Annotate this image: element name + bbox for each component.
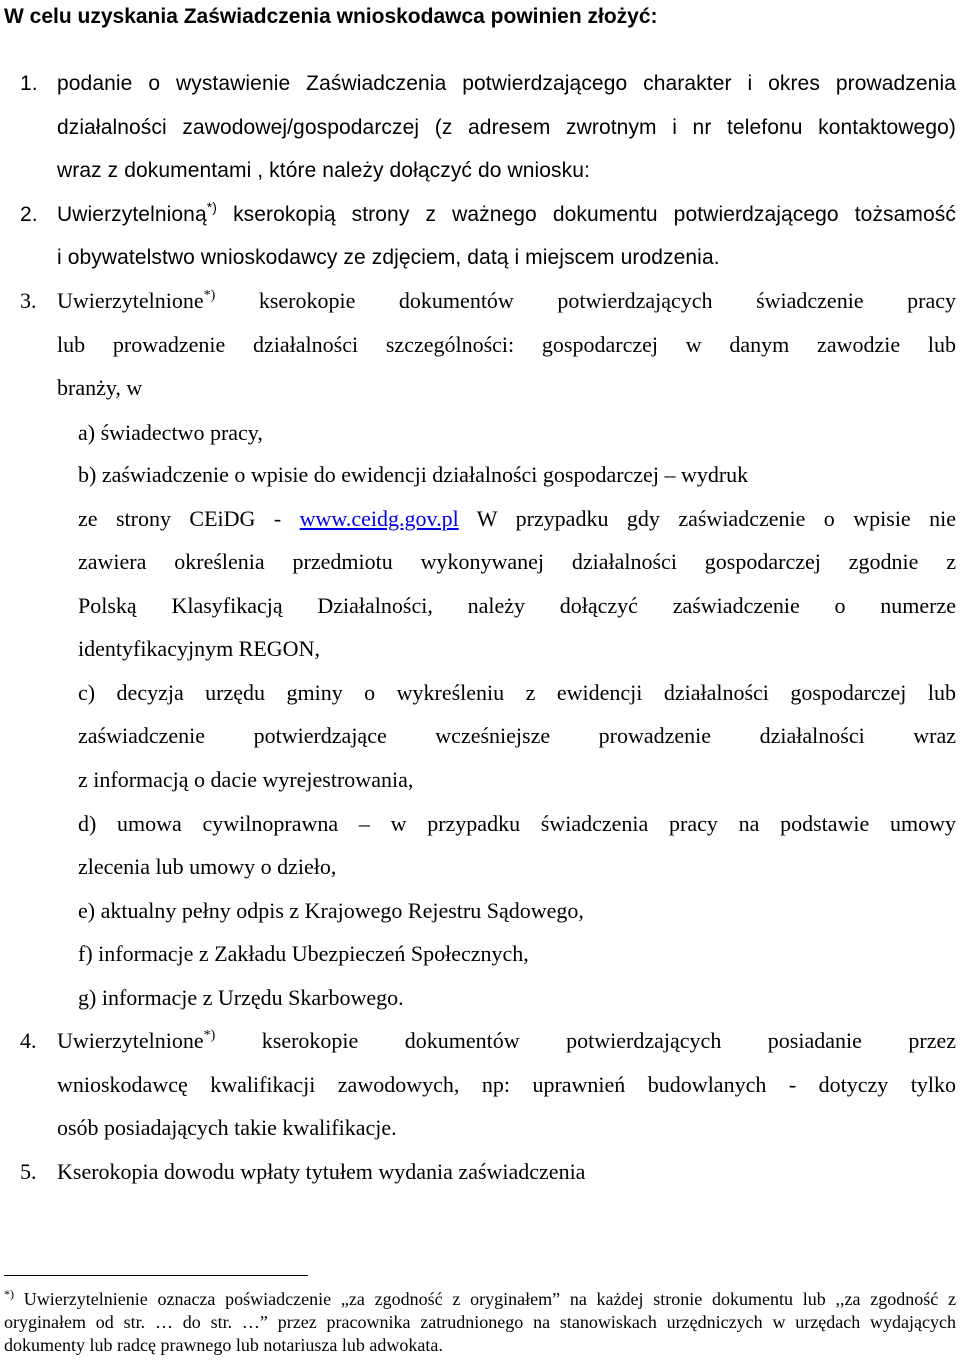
subitem-e: e) aktualny pełny odpis z Krajowego Rejestru Sądowego, xyxy=(78,898,584,923)
subitem-b: b) zaświadczenie o wpisie do ewidencji działalności gospodarczej – wydruk xyxy=(78,462,749,487)
item-text: kserokopią strony z ważnego dokumentu potwierdzającego tożsamość xyxy=(233,203,957,226)
item-text: wraz z dokumentami , które należy dołączyć do wniosku: xyxy=(57,159,590,182)
item-number: 5. xyxy=(20,1159,37,1184)
subitem-text: Polską Klasyfikacją Działalności, należy dołączyć zaświadczenie o numerze xyxy=(78,593,956,618)
page-title: W celu uzyskania Zaświadczenia wnioskodawca powinien złożyć: xyxy=(4,5,658,28)
subitem-text: ze strony CEiDG - xyxy=(78,506,282,531)
item-text: osób posiadających takie kwalifikacje. xyxy=(57,1115,397,1140)
footnote-marker: *) xyxy=(206,199,218,215)
subitem-text: zawiera określenia przedmiotu wykonywanej działalności gospodarczej zgodnie z xyxy=(78,549,956,574)
item-text: wnioskodawcę kwalifikacji zawodowych, np: uprawnień budowlanych - dotyczy tylko xyxy=(57,1072,956,1097)
subitem-text: identyfikacyjnym REGON, xyxy=(78,636,320,661)
item-text: branży, w xyxy=(57,375,143,400)
item-text: Uwierzytelnioną xyxy=(57,203,207,226)
item-number: 2. xyxy=(20,203,38,226)
subitem-d: d) umowa cywilnoprawna – w przypadku świadczenia pracy na podstawie umowy xyxy=(78,811,956,836)
footnote-marker: *) xyxy=(203,288,216,303)
subitem-a: a) świadectwo pracy, xyxy=(78,420,263,445)
item-text: kserokopie dokumentów potwierdzających świadczenie pracy xyxy=(258,288,956,313)
item-number: 4. xyxy=(20,1028,37,1053)
item-text: Uwierzytelnione xyxy=(57,288,204,313)
subitem-text: z informacją o dacie wyrejestrowania, xyxy=(78,767,414,792)
subitem-g: g) informacje z Urzędu Skarbowego. xyxy=(78,985,404,1010)
ceidg-link[interactable]: www.ceidg.gov.pl xyxy=(299,506,459,531)
item-text: lub prowadzenie działalności szczególności: gospodarczej w danym zawodzie lub xyxy=(57,332,956,357)
footnote-marker: *) xyxy=(4,1287,14,1301)
item-number: 3. xyxy=(20,288,37,313)
subitem-c: c) decyzja urzędu gminy o wykreśleniu z ewidencji działalności gospodarczej lub xyxy=(78,680,956,705)
item-text: Kserokopia dowodu wpłaty tytułem wydania zaświadczenia xyxy=(57,1159,586,1184)
item-text: działalności zawodowej/gospodarczej (z adresem zwrotnym i nr telefonu kontaktowego) xyxy=(57,116,956,139)
item-text: Uwierzytelnione xyxy=(57,1028,204,1053)
item-text: i obywatelstwo wnioskodawcy ze zdjęciem, datą i miejscem urodzenia. xyxy=(57,246,720,269)
subitem-f: f) informacje z Zakładu Ubezpieczeń Społecznych, xyxy=(78,941,529,966)
footnote xyxy=(4,1288,956,1357)
footnote-divider xyxy=(4,1275,308,1276)
item-text: podanie o wystawienie Zaświadczenia potwierdzającego charakter i okres prowadzenia xyxy=(57,72,956,95)
footnote-text: Uwierzytelnienie oznacza poświadczenie „za zgodność z oryginałem” na każdej stronie dokumentu lub ,,za zgodność z oryginałem od str. … do str. …” przez pracownika zatrudnionego na stanowiskach urzędniczych w urzędach wydających dokumenty lub radcę prawnego lub notariusza lub adwokata. xyxy=(4,1289,957,1355)
subitem-text: zlecenia lub umowy o dzieło, xyxy=(78,854,337,879)
subitem-text: zaświadczenie potwierdzające wcześniejsze prowadzenie działalności wraz xyxy=(78,723,956,748)
subitem-text: W przypadku gdy zaświadczenie o wpisie nie xyxy=(476,506,957,531)
item-number: 1. xyxy=(20,72,38,95)
footnote-marker: *) xyxy=(203,1028,216,1043)
item-text: kserokopie dokumentów potwierdzających posiadanie przez xyxy=(261,1028,957,1053)
